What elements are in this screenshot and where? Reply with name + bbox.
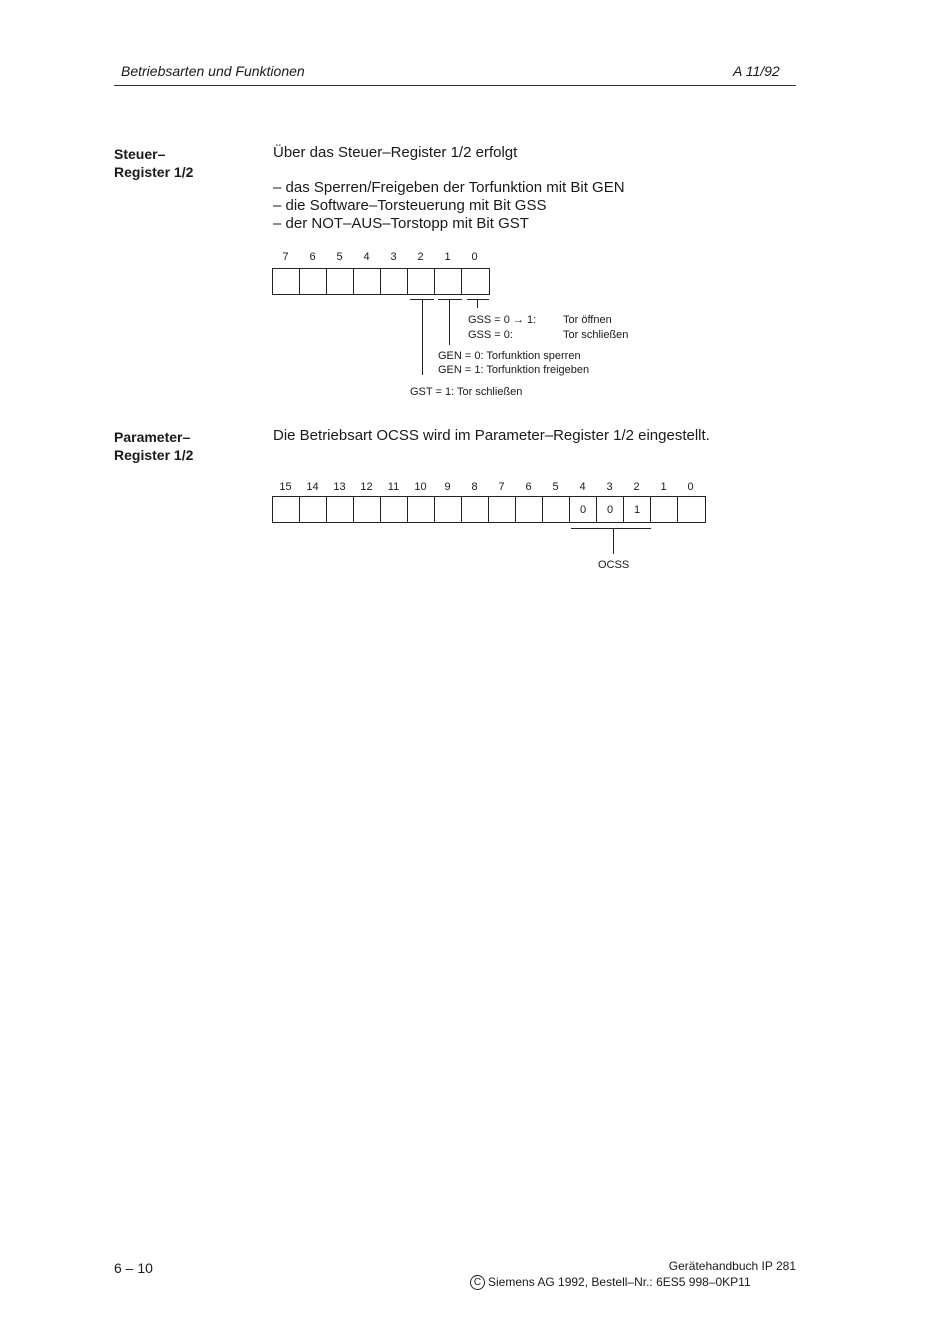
bit-number: 6 <box>525 481 532 493</box>
steuer-side-label-line1: Steuer– <box>114 146 166 162</box>
register-cell <box>300 497 327 522</box>
bit-number: 11 <box>387 481 400 493</box>
register-cell <box>462 497 489 522</box>
footer-manual-title: Gerätehandbuch IP 281 <box>668 1259 796 1273</box>
steuer-side-label <box>114 145 193 181</box>
register-cell <box>381 497 408 522</box>
gen-leader-line <box>449 299 450 345</box>
register-cell <box>651 497 678 522</box>
ocss-label: OCSS <box>598 559 630 571</box>
register-cell <box>381 269 408 294</box>
bit-number: 0 <box>687 481 694 493</box>
parameter-side-label-line1: Parameter– <box>114 429 191 445</box>
bit-number: 1 <box>660 481 667 493</box>
bit-number: 7 <box>282 251 289 263</box>
register-cell <box>543 497 570 522</box>
parameter-side-label <box>114 428 193 464</box>
register-cell <box>678 497 705 522</box>
bit-number: 4 <box>363 251 370 263</box>
page-number: 6 – 10 <box>114 1260 153 1276</box>
bit-number: 0 <box>471 251 478 263</box>
bit-number: 14 <box>306 481 319 493</box>
steuer-register-box <box>272 268 490 295</box>
register-cell <box>462 269 489 294</box>
register-cell: 0 <box>597 497 624 522</box>
bit-number: 2 <box>633 481 640 493</box>
bit-number: 15 <box>279 481 292 493</box>
gss-leader-line <box>477 299 478 308</box>
parameter-bit-numbers <box>272 481 704 493</box>
register-cell <box>408 269 435 294</box>
gen-bracket <box>438 299 462 300</box>
register-cell <box>300 269 327 294</box>
gen-line2: GEN = 1: Torfunktion freigeben <box>438 364 590 376</box>
register-cell <box>327 497 354 522</box>
footer-copyright-text: Siemens AG 1992, Bestell–Nr.: 6ES5 998–0KP11 <box>488 1275 751 1289</box>
steuer-bit-numbers <box>272 251 488 263</box>
bit-number: 8 <box>471 481 478 493</box>
gst-line: GST = 1: Tor schließen <box>410 386 523 398</box>
steuer-bullet: – die Software–Torsteuerung mit Bit GSS <box>273 197 547 214</box>
bit-number: 7 <box>498 481 505 493</box>
header-section-title: Betriebsarten und Funktionen <box>121 63 305 79</box>
register-cell <box>354 269 381 294</box>
register-cell <box>435 269 462 294</box>
bit-number: 3 <box>606 481 613 493</box>
register-cell <box>273 269 300 294</box>
register-cell <box>273 497 300 522</box>
steuer-bullet: – das Sperren/Freigeben der Torfunktion mit Bit GEN <box>273 179 625 196</box>
gss-line1-right: Tor öffnen <box>563 314 612 326</box>
gss-bracket <box>467 299 489 300</box>
bit-number: 2 <box>417 251 424 263</box>
steuer-bullet: – der NOT–AUS–Torstopp mit Bit GST <box>273 215 529 232</box>
bit-number: 3 <box>390 251 397 263</box>
register-cell <box>435 497 462 522</box>
steuer-side-label-line2: Register 1/2 <box>114 164 194 180</box>
gss-line2-left: GSS = 0: <box>468 329 513 341</box>
register-cell <box>408 497 435 522</box>
header-version: A 11/92 <box>733 63 780 79</box>
bit-number: 13 <box>333 481 346 493</box>
register-cell <box>516 497 543 522</box>
parameter-register-box <box>272 496 706 523</box>
register-cell: 1 <box>624 497 651 522</box>
gst-leader-line <box>422 299 423 375</box>
copyright-icon: C <box>470 1275 485 1290</box>
register-cell: 0 <box>570 497 597 522</box>
footer-copyright <box>470 1274 751 1290</box>
register-cell <box>327 269 354 294</box>
parameter-intro: Die Betriebsart OCSS wird im Parameter–Register 1/2 eingestellt. <box>273 427 710 444</box>
header-rule <box>114 85 796 86</box>
gen-line1: GEN = 0: Torfunktion sperren <box>438 350 581 362</box>
bit-number: 4 <box>579 481 586 493</box>
bit-number: 5 <box>552 481 559 493</box>
steuer-intro: Über das Steuer–Register 1/2 erfolgt <box>273 144 518 161</box>
gss-line2-right: Tor schließen <box>563 329 629 341</box>
ocss-leader-line <box>613 528 614 554</box>
ocss-bracket <box>571 528 651 529</box>
register-cell <box>489 497 516 522</box>
gss-line1-left: GSS = 0 → 1: <box>468 314 537 326</box>
bit-number: 6 <box>309 251 316 263</box>
bit-number: 10 <box>414 481 427 493</box>
parameter-side-label-line2: Register 1/2 <box>114 447 194 463</box>
register-cell <box>354 497 381 522</box>
bit-number: 9 <box>444 481 451 493</box>
steuer-bullet-list <box>273 179 625 233</box>
bit-number: 1 <box>444 251 451 263</box>
bit-number: 5 <box>336 251 343 263</box>
bit-number: 12 <box>360 481 373 493</box>
